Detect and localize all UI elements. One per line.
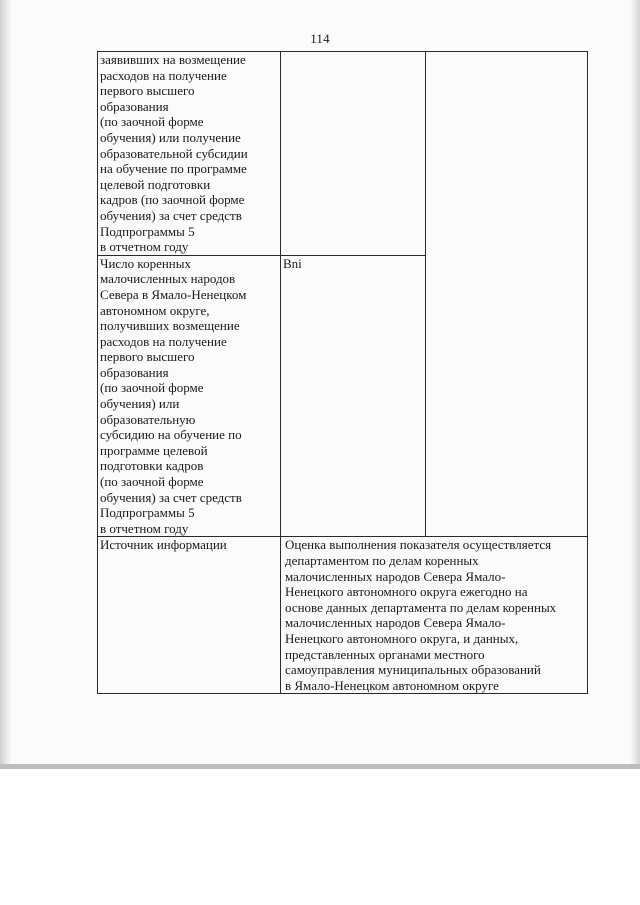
indicator-name-continued: заявивших на возмещение расходов на получение первого высшего образования (по заочной форме обучения) или получение образовательной субсидии на обучение по программе целевой подготовки кадров (по заочной форме обучения) за счет средств Подпрограммы 5 в отчетном году (98, 52, 281, 256)
indicator-table (97, 51, 587, 694)
merged-empty-cell (426, 52, 588, 537)
indicator-table-grid (97, 51, 588, 694)
scan-left-shadow (0, 0, 12, 768)
table-row (98, 52, 588, 256)
table-row (98, 537, 588, 694)
source-description: Оценка выполнения показателя осуществляется департаментом по делам коренных малочисленных народов Севера Ямало- Ненецкого автономного округа ежегодно на основе данных департамента по делам коренных малочисленных народов Севера Ямало- Ненецкого автономного округа, и данных, представленных органами местного самоуправления муниципальных образований в Ямало-Ненецком автономном округе (281, 537, 588, 694)
source-label: Источник информации (98, 537, 281, 694)
indicator-name-received: Число коренных малочисленных народов Севера в Ямало-Ненецком автономном округе, получивших возмещение расходов на получение первого высшего образования (по заочной форме обучения) или образовательную субсидию на обучение по программе целевой подготовки кадров (по заочной форме обучения) за счет средств Подпрограммы 5 в отчетном году (98, 255, 281, 537)
scan-bottom-edge (0, 764, 640, 769)
indicator-designation: Bni (281, 255, 426, 537)
scan-right-shadow (630, 0, 640, 768)
page-number: 114 (310, 31, 330, 46)
indicator-designation-empty (281, 52, 426, 256)
